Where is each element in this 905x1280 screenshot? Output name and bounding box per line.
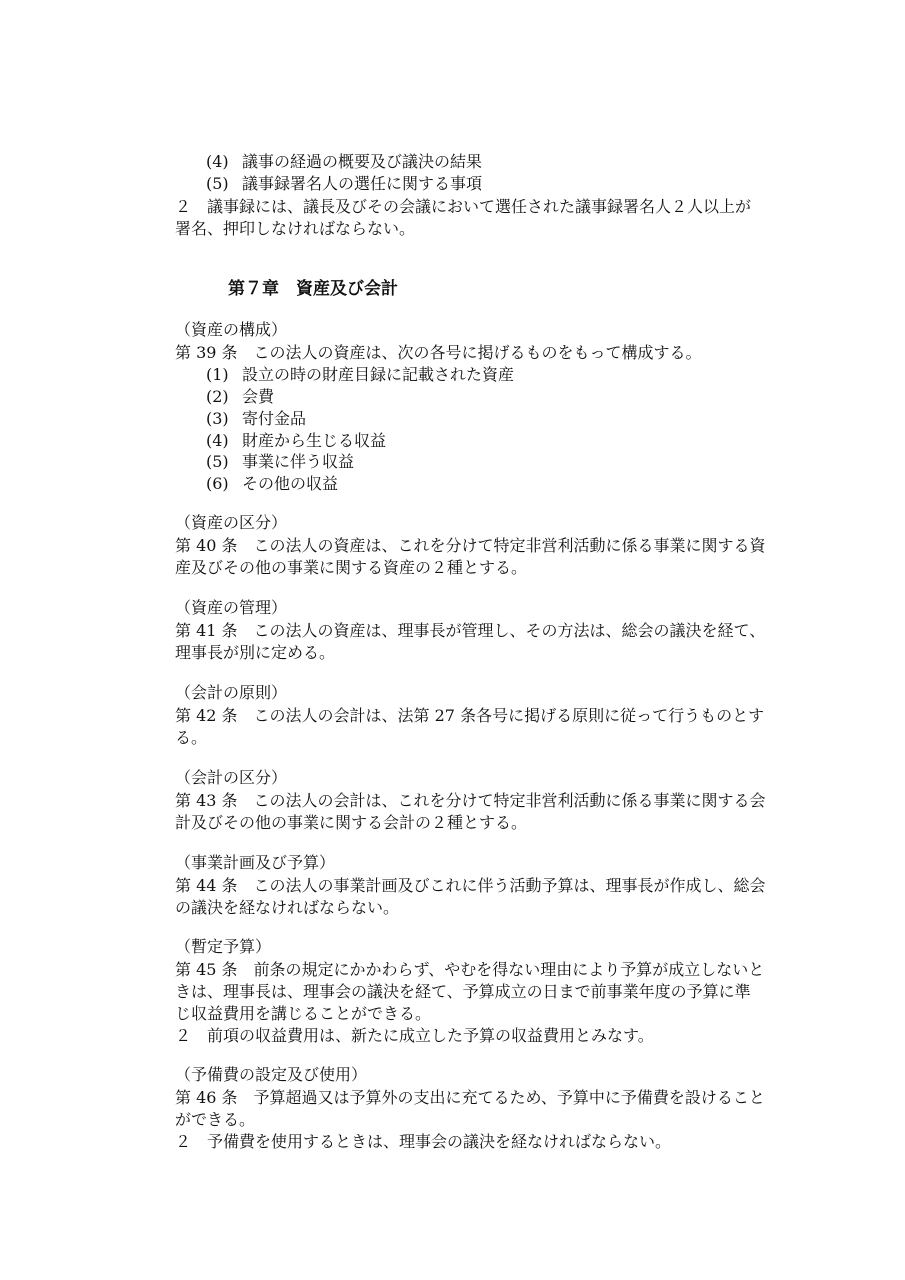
paragraph-line: 署名、押印しなければならない。 [175,219,416,238]
article-heading: （事業計画及び予算） [175,853,336,872]
article-heading: （会計の原則） [175,683,288,702]
article-line: 第 39 条 この法人の資産は、次の各号に掲げるものをもって構成する。 [175,343,702,362]
article-line: 第 42 条 この法人の会計は、法第 27 条各号に掲げる原則に従って行うものとす [175,706,765,725]
article-heading: （暫定予算） [175,937,272,956]
article-line: 第 41 条 この法人の資産は、理事長が管理し、その方法は、総会の議決を経て、 [175,621,766,640]
article-line: ２ 前項の収益費用は、新たに成立した予算の収益費用とみなす。 [175,1026,654,1045]
article-line: の議決を経なければならない。 [175,898,400,917]
article-line: 第 43 条 この法人の会計は、これを分けて特定非営利活動に係る事業に関する会 [175,791,766,810]
article-heading: （予備費の設定及び使用） [175,1065,368,1084]
list-item: (4) 財産から生じる収益 [206,431,387,450]
list-item: (4) 議事の経過の概要及び議決の結果 [206,152,483,171]
chapter-title: 第７章 資産及び会計 [228,279,398,299]
list-item: (5) 議事録署名人の選任に関する事項 [206,174,483,193]
article-line: 第 44 条 この法人の事業計画及びこれに伴う活動予算は、理事長が作成し、総会 [175,876,766,895]
article-line: 理事長が別に定める。 [175,643,336,662]
list-item: (5) 事業に伴う収益 [206,452,355,471]
article-line: 産及びその他の事業に関する資産の２種とする。 [175,558,528,577]
article-line: きは、理事長は、理事会の議決を経て、予算成立の日まで前事業年度の予算に準 [175,982,751,1001]
article-line: 第 40 条 この法人の資産は、これを分けて特定非営利活動に係る事業に関する資 [175,536,766,555]
article-line: 第 45 条 前条の規定にかかわらず、やむを得ない理由により予算が成立しないと [175,960,765,979]
list-item: (2) 会費 [206,387,275,406]
paragraph-line: ２ 議事録には、議長及びその会議において選任された議事録署名人２人以上が [175,197,752,216]
list-item: (3) 寄付金品 [206,409,307,428]
article-heading: （会計の区分） [175,768,288,787]
article-line: じ収益費用を講じることができる。 [175,1004,432,1023]
article-heading: （資産の管理） [175,598,288,617]
article-line: 計及びその他の事業に関する会計の２種とする。 [175,813,528,832]
list-item: (6) その他の収益 [206,474,339,493]
article-line: 第 46 条 予算超過又は予算外の支出に充てるため、予算中に予備費を設けること [175,1088,765,1107]
article-heading: （資産の区分） [175,513,288,532]
article-heading: （資産の構成） [175,320,288,339]
article-line: る。 [175,728,208,747]
list-item: (1) 設立の時の財産目録に記載された資産 [206,365,515,384]
article-line: ができる。 [175,1110,256,1129]
article-line: ２ 予備費を使用するときは、理事会の議決を経なければならない。 [175,1132,672,1151]
